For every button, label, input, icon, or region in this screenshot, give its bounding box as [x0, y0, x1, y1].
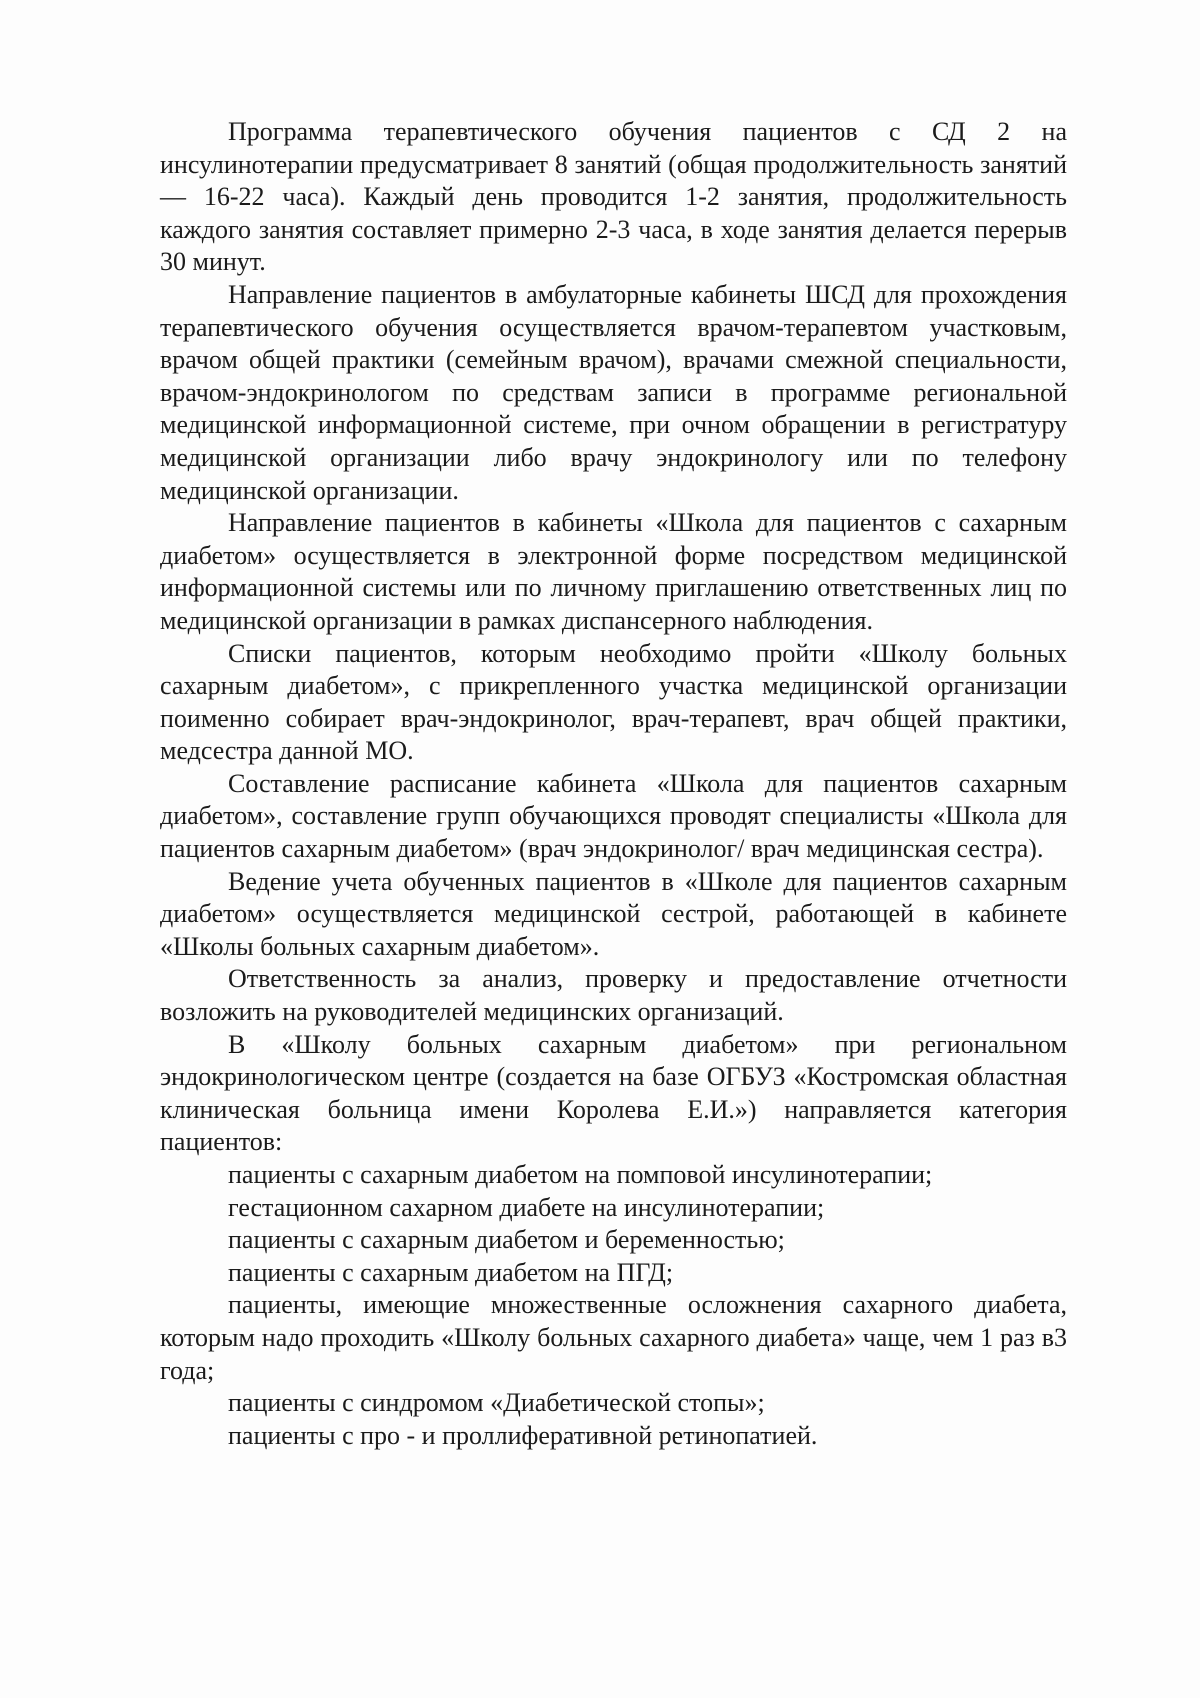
paragraph-patient-lists: Списки пациентов, которым необходимо пройти «Школу больных сахарным диабетом», с прикрепленного участка медицинской организации поименно собирает врач-эндокринолог, врач-терапевт, врач общей практики, медсестра данной МО. — [160, 638, 1067, 766]
list-item-pregnancy: пациенты с сахарным диабетом и беременностью; — [228, 1225, 785, 1255]
list-item-diabetic-foot: пациенты с синдромом «Диабетической стопы»; — [228, 1388, 765, 1418]
paragraph-referral-school: Направление пациентов в кабинеты «Школа для пациентов с сахарным диабетом» осуществляется в электронной форме посредством медицинской информационной системы или по личному приглашению ответственных лиц по медицинской организации в рамках диспансерного наблюдения. — [160, 508, 1067, 635]
paragraph-accounting: Ведение учета обученных пациентов в «Школе для пациентов сахарным диабетом» осуществляется медицинской сестрой, работающей в кабинете «Школы больных сахарным диабетом». — [160, 866, 1067, 961]
list-item-pgd: пациенты с сахарным диабетом на ПГД; — [228, 1257, 674, 1287]
list-item-pump-therapy: пациенты с сахарным диабетом на помповой инсулинотерапии; — [228, 1160, 933, 1189]
paragraph-responsibility: Ответственность за анализ, проверку и предоставление отчетности возложить на руководителей медицинских организаций. — [160, 964, 1067, 1027]
list-item-gestational: гестационном сахарном диабете на инсулинотерапии; — [228, 1192, 825, 1222]
list-item-retinopathy: пациенты с про - и проллиферативной ретинопатией. — [228, 1420, 818, 1450]
paragraph-schedule: Составление расписание кабинета «Школа для пациентов сахарным диабетом», составление групп обучающихся проводят специалисты «Школа для пациентов сахарным диабетом» (врач эндокринолог/ врач медицинская сестра). — [160, 768, 1067, 864]
paragraph-referral-outpatient: Направление пациентов в амбулаторные кабинеты ШСД для прохождения терапевтического обучения осуществляется врачом-терапевтом участковым, врачом общей практики (семейным врачом), врачами смежной специальности, врачом-эндокринологом по средствам записи в программе региональной медицинской информационной системе, при очном обращении в регистратуру медицинской организации либо врачу эндокринологу или по телефону медицинской организации. — [160, 279, 1067, 505]
list-item-complications: пациенты, имеющие множественные осложнения сахарного диабета, которым надо проходить «Школу больных сахарного диабета» чаще, чем 1 раз в3 года; — [160, 1290, 1067, 1385]
document-body — [160, 116, 1067, 1452]
paragraph-training-program: Программа терапевтического обучения пациентов с СД 2 на инсулинотерапии предусматривает 8 занятий (общая продолжительность занятий — 16-22 часа). Каждый день проводится 1-2 занятия, продолжительность каждого занятия составляет примерно 2-3 часа, в ходе занятия делается перерыв 30 минут. — [160, 117, 1067, 277]
paragraph-regional-center: В «Школу больных сахарным диабетом» при региональном эндокринологическом центре (создается на базе ОГБУЗ «Костромская областная клиническая больница имени Королева Е.И.») направляется категория пациентов: — [160, 1029, 1067, 1157]
